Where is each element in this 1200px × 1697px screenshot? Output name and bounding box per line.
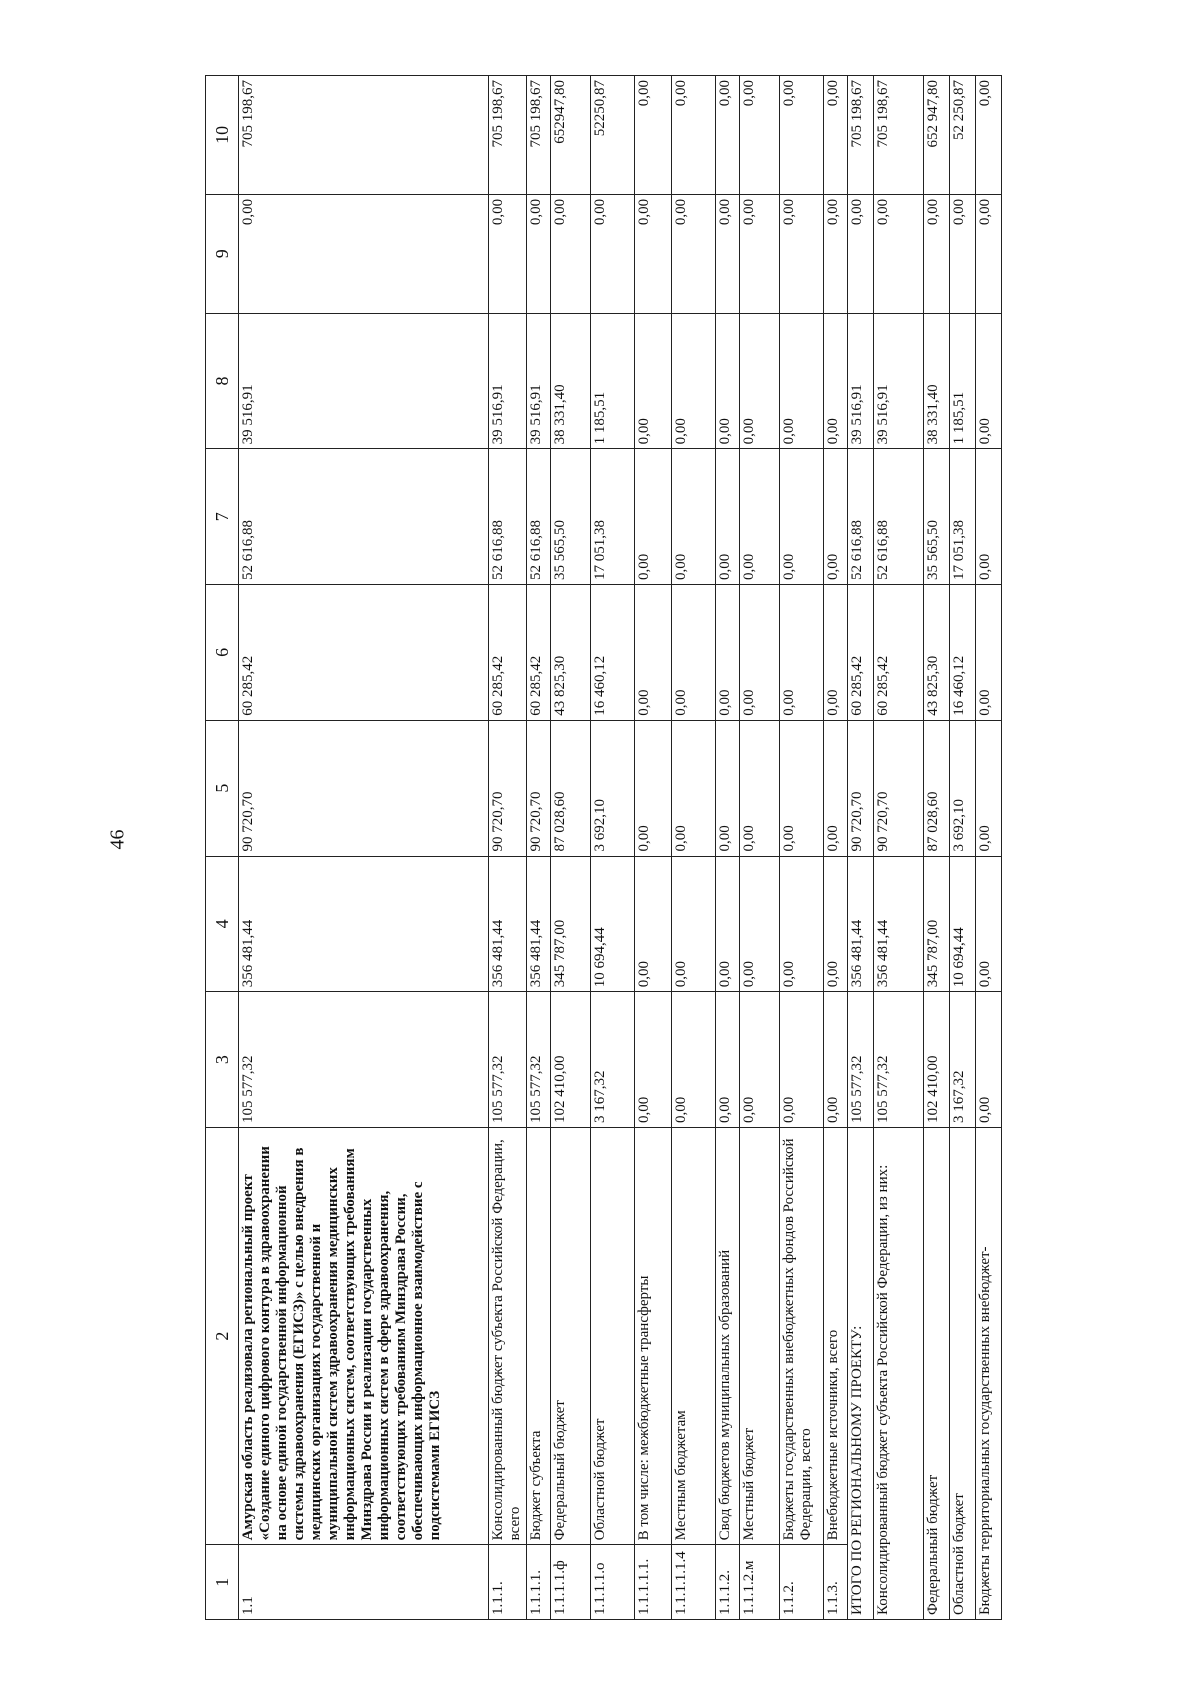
value-cell: 3 167,32 <box>591 992 635 1128</box>
row-name: Свод бюджетов муниципальных образований <box>716 1127 740 1544</box>
table-row <box>489 76 527 1620</box>
value-cell: 0,00 <box>635 585 672 721</box>
value-cell: 43 825,30 <box>924 585 950 721</box>
value-cell: 87 028,60 <box>924 720 950 856</box>
header-cell: 10 <box>206 76 239 195</box>
total-row <box>848 76 874 1620</box>
value-cell: 0,00 <box>672 720 716 856</box>
value-cell: 0,00 <box>780 585 824 721</box>
value-cell: 90 720,70 <box>239 720 489 856</box>
value-cell: 105 577,32 <box>489 992 527 1128</box>
value-cell: 0,00 <box>672 585 716 721</box>
value-cell: 0,00 <box>716 449 740 585</box>
value-cell: 0,00 <box>740 449 780 585</box>
value-cell: 0,00 <box>635 194 672 313</box>
total-row-name: ИТОГО ПО РЕГИОНАЛЬНОМУ ПРОЕКТУ: <box>848 1127 874 1619</box>
table-row <box>239 76 489 1620</box>
row-name: Бюджет субъекта <box>527 1127 551 1544</box>
header-cell: 9 <box>206 194 239 313</box>
page-number: 46 <box>106 829 129 850</box>
value-cell: 90 720,70 <box>874 720 924 856</box>
value-cell: 705 198,67 <box>848 76 874 195</box>
value-cell: 1 185,51 <box>950 313 976 449</box>
table-row <box>591 76 635 1620</box>
total-row <box>874 76 924 1620</box>
value-cell: 0,00 <box>874 194 924 313</box>
table-row <box>780 76 824 1620</box>
value-cell: 0,00 <box>824 76 848 195</box>
value-cell: 3 167,32 <box>950 992 976 1128</box>
value-cell: 0,00 <box>976 449 1002 585</box>
value-cell: 0,00 <box>780 449 824 585</box>
value-cell: 35 565,50 <box>924 449 950 585</box>
row-name: Бюджеты государственных внебюджетных фондов Российской Федерации, всего <box>780 1127 824 1544</box>
value-cell: 0,00 <box>635 992 672 1128</box>
value-cell: 90 720,70 <box>489 720 527 856</box>
table-row <box>672 76 716 1620</box>
header-cell: 5 <box>206 720 239 856</box>
total-row-name: Федеральный бюджет <box>924 1127 950 1619</box>
value-cell: 0,00 <box>824 313 848 449</box>
value-cell: 0,00 <box>635 856 672 992</box>
value-cell: 17 051,38 <box>950 449 976 585</box>
table-row <box>551 76 591 1620</box>
budget-table <box>205 75 1002 1620</box>
value-cell: 0,00 <box>824 992 848 1128</box>
value-cell: 52 616,88 <box>874 449 924 585</box>
value-cell: 0,00 <box>716 992 740 1128</box>
value-cell: 3 692,10 <box>591 720 635 856</box>
value-cell: 652947,80 <box>551 76 591 195</box>
row-name: Местный бюджет <box>740 1127 780 1544</box>
table-row <box>716 76 740 1620</box>
table-row <box>527 76 551 1620</box>
value-cell: 345 787,00 <box>551 856 591 992</box>
value-cell: 0,00 <box>976 992 1002 1128</box>
value-cell: 652 947,80 <box>924 76 950 195</box>
value-cell: 0,00 <box>716 856 740 992</box>
rotated-table-container <box>205 75 1085 1620</box>
row-name: Местным бюджетам <box>672 1127 716 1544</box>
total-row <box>924 76 950 1620</box>
value-cell: 16 460,12 <box>591 585 635 721</box>
value-cell: 0,00 <box>976 313 1002 449</box>
header-cell: 7 <box>206 449 239 585</box>
value-cell: 356 481,44 <box>489 856 527 992</box>
value-cell: 35 565,50 <box>551 449 591 585</box>
value-cell: 39 516,91 <box>239 313 489 449</box>
header-cell: 4 <box>206 856 239 992</box>
value-cell: 0,00 <box>672 449 716 585</box>
value-cell: 60 285,42 <box>848 585 874 721</box>
value-cell: 105 577,32 <box>848 992 874 1128</box>
value-cell: 0,00 <box>976 76 1002 195</box>
row-code: 1.1.1.1.ф <box>551 1545 591 1620</box>
value-cell: 52 616,88 <box>527 449 551 585</box>
value-cell: 0,00 <box>976 856 1002 992</box>
value-cell: 0,00 <box>780 856 824 992</box>
total-row-name: Консолидированный бюджет субъекта Российской Федерации, из них: <box>874 1127 924 1619</box>
value-cell: 705 198,67 <box>527 76 551 195</box>
value-cell: 0,00 <box>591 194 635 313</box>
value-cell: 0,00 <box>635 76 672 195</box>
value-cell: 0,00 <box>740 76 780 195</box>
value-cell: 90 720,70 <box>527 720 551 856</box>
header-cell: 2 <box>206 1127 239 1544</box>
value-cell: 52 250,87 <box>950 76 976 195</box>
value-cell: 356 481,44 <box>874 856 924 992</box>
row-code: 1.1.1.2.м <box>740 1545 780 1620</box>
value-cell: 0,00 <box>976 585 1002 721</box>
row-code: 1.1.1.1.1. <box>635 1545 672 1620</box>
value-cell: 10 694,44 <box>950 856 976 992</box>
value-cell: 0,00 <box>672 313 716 449</box>
value-cell: 0,00 <box>716 313 740 449</box>
row-name: Федеральный бюджет <box>551 1127 591 1544</box>
value-cell: 60 285,42 <box>527 585 551 721</box>
row-name: В том числе: межбюджетные трансферты <box>635 1127 672 1544</box>
value-cell: 43 825,30 <box>551 585 591 721</box>
row-name: Консолидированный бюджет субъекта Российской Федерации, всего <box>489 1127 527 1544</box>
value-cell: 705 198,67 <box>239 76 489 195</box>
value-cell: 10 694,44 <box>591 856 635 992</box>
value-cell: 705 198,67 <box>874 76 924 195</box>
header-cell: 1 <box>206 1545 239 1620</box>
value-cell: 356 481,44 <box>527 856 551 992</box>
value-cell: 0,00 <box>824 585 848 721</box>
value-cell: 105 577,32 <box>239 992 489 1128</box>
value-cell: 52 616,88 <box>489 449 527 585</box>
total-row-name: Областной бюджет <box>950 1127 976 1619</box>
value-cell: 356 481,44 <box>239 856 489 992</box>
value-cell: 0,00 <box>672 194 716 313</box>
value-cell: 102 410,00 <box>551 992 591 1128</box>
value-cell: 0,00 <box>716 585 740 721</box>
value-cell: 705 198,67 <box>489 76 527 195</box>
value-cell: 0,00 <box>489 194 527 313</box>
table-row <box>824 76 848 1620</box>
value-cell: 39 516,91 <box>848 313 874 449</box>
value-cell: 52250,87 <box>591 76 635 195</box>
row-code: 1.1 <box>239 1545 489 1620</box>
value-cell: 0,00 <box>824 856 848 992</box>
value-cell: 0,00 <box>780 992 824 1128</box>
value-cell: 0,00 <box>780 194 824 313</box>
value-cell: 0,00 <box>780 313 824 449</box>
row-code: 1.1.1.1.1.4 <box>672 1545 716 1620</box>
value-cell: 0,00 <box>672 992 716 1128</box>
value-cell: 0,00 <box>740 720 780 856</box>
total-row-name: Бюджеты территориальных государственных внебюджет- <box>976 1127 1002 1619</box>
table-row <box>635 76 672 1620</box>
value-cell: 0,00 <box>551 194 591 313</box>
value-cell: 60 285,42 <box>489 585 527 721</box>
value-cell: 345 787,00 <box>924 856 950 992</box>
value-cell: 52 616,88 <box>239 449 489 585</box>
value-cell: 0,00 <box>924 194 950 313</box>
value-cell: 0,00 <box>780 76 824 195</box>
value-cell: 0,00 <box>635 313 672 449</box>
value-cell: 105 577,32 <box>874 992 924 1128</box>
header-row <box>206 76 239 1620</box>
value-cell: 0,00 <box>950 194 976 313</box>
value-cell: 0,00 <box>716 76 740 195</box>
value-cell: 90 720,70 <box>848 720 874 856</box>
value-cell: 0,00 <box>976 720 1002 856</box>
value-cell: 0,00 <box>635 449 672 585</box>
total-row <box>976 76 1002 1620</box>
value-cell: 39 516,91 <box>527 313 551 449</box>
value-cell: 0,00 <box>672 76 716 195</box>
value-cell: 3 692,10 <box>950 720 976 856</box>
value-cell: 52 616,88 <box>848 449 874 585</box>
row-code: 1.1.1.1. <box>527 1545 551 1620</box>
value-cell: 0,00 <box>740 194 780 313</box>
value-cell: 0,00 <box>824 449 848 585</box>
value-cell: 0,00 <box>740 313 780 449</box>
header-cell: 3 <box>206 992 239 1128</box>
value-cell: 38 331,40 <box>551 313 591 449</box>
value-cell: 0,00 <box>672 856 716 992</box>
value-cell: 102 410,00 <box>924 992 950 1128</box>
value-cell: 39 516,91 <box>489 313 527 449</box>
value-cell: 0,00 <box>740 856 780 992</box>
value-cell: 0,00 <box>239 194 489 313</box>
value-cell: 38 331,40 <box>924 313 950 449</box>
value-cell: 17 051,38 <box>591 449 635 585</box>
value-cell: 0,00 <box>824 194 848 313</box>
value-cell: 0,00 <box>740 992 780 1128</box>
value-cell: 60 285,42 <box>874 585 924 721</box>
row-name: Областной бюджет <box>591 1127 635 1544</box>
value-cell: 0,00 <box>976 194 1002 313</box>
row-code: 1.1.1. <box>489 1545 527 1620</box>
value-cell: 87 028,60 <box>551 720 591 856</box>
row-code: 1.1.1.1.о <box>591 1545 635 1620</box>
row-code: 1.1.3. <box>824 1545 848 1620</box>
row-name: Амурская область реализовала региональный проект «Создание единого цифрового контура в здравоохранении на основе единой государственной информационной системы здравоохранения (ЕГИСЗ)» с целью внедрения в медицинских организациях государственной и муниципальной систем здравоохранения медицинских информационных систем, соответствующих требованиям Минздрава России и реализации государственных информационных систем в сфере здравоохранения, соответствующих требованиям Минздрава России, обеспечивающих информационное взаимодействие с подсистемами ЕГИСЗ <box>239 1127 489 1544</box>
value-cell: 0,00 <box>527 194 551 313</box>
value-cell: 0,00 <box>780 720 824 856</box>
header-cell: 8 <box>206 313 239 449</box>
value-cell: 356 481,44 <box>848 856 874 992</box>
table-row <box>740 76 780 1620</box>
header-cell: 6 <box>206 585 239 721</box>
row-code: 1.1.1.2. <box>716 1545 740 1620</box>
value-cell: 39 516,91 <box>874 313 924 449</box>
value-cell: 1 185,51 <box>591 313 635 449</box>
value-cell: 105 577,32 <box>527 992 551 1128</box>
value-cell: 0,00 <box>848 194 874 313</box>
value-cell: 60 285,42 <box>239 585 489 721</box>
value-cell: 16 460,12 <box>950 585 976 721</box>
value-cell: 0,00 <box>635 720 672 856</box>
row-name: Внебюджетные источники, всего <box>824 1127 848 1544</box>
value-cell: 0,00 <box>740 585 780 721</box>
value-cell: 0,00 <box>716 720 740 856</box>
total-row <box>950 76 976 1620</box>
value-cell: 0,00 <box>716 194 740 313</box>
value-cell: 0,00 <box>824 720 848 856</box>
row-code: 1.1.2. <box>780 1545 824 1620</box>
